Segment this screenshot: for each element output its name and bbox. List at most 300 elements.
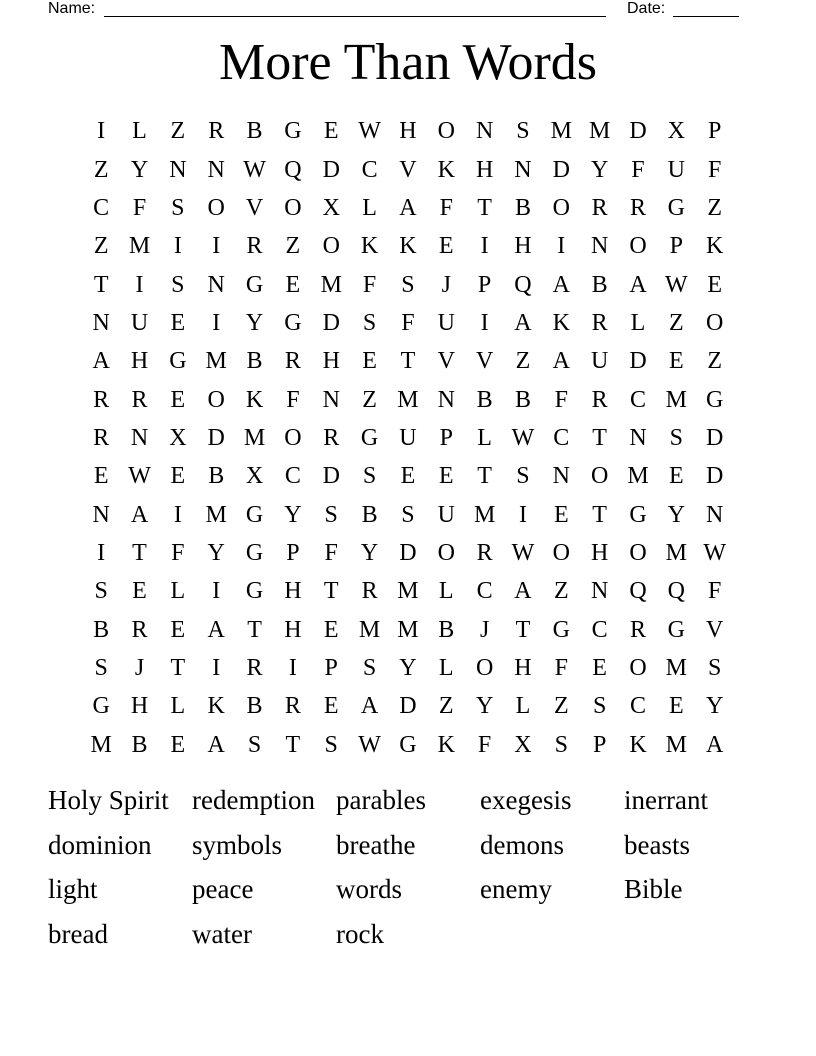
grid-letter: N <box>437 386 455 413</box>
grid-letter: Z <box>285 233 301 260</box>
grid-letter: M <box>588 118 611 145</box>
grid-letter: A <box>514 309 532 336</box>
grid-letter: O <box>437 539 455 566</box>
grid-letter: I <box>480 233 489 260</box>
grid-letter: X <box>667 118 685 145</box>
grid-letter: B <box>514 194 531 221</box>
grid-letter: G <box>245 539 264 566</box>
grid-letter: E <box>668 693 684 720</box>
grid-letter: W <box>128 463 151 490</box>
grid-letter: G <box>245 578 264 605</box>
word-list-item: light <box>48 874 98 905</box>
grid-letter: E <box>93 463 109 490</box>
grid-letter: R <box>284 348 301 375</box>
word-list-item: beasts <box>624 829 690 860</box>
grid-letter: N <box>629 424 647 451</box>
grid-letter: S <box>554 731 568 758</box>
grid-letter: E <box>362 348 377 375</box>
grid-letter: E <box>668 348 684 375</box>
grid-letter: L <box>438 578 454 605</box>
grid-letter: W <box>511 539 535 566</box>
grid-letter: Z <box>553 693 569 720</box>
grid-letter: C <box>93 194 110 221</box>
grid-letter: V <box>245 194 264 221</box>
grid-letter: K <box>552 309 570 336</box>
grid-letter: U <box>130 309 149 336</box>
grid-letter: P <box>286 539 300 566</box>
grid-letter: R <box>208 118 225 145</box>
grid-letter: D <box>207 424 225 451</box>
grid-letter: E <box>323 118 339 145</box>
grid-letter: Y <box>706 693 724 720</box>
grid-letter: P <box>477 271 492 298</box>
grid-letter: S <box>171 194 185 221</box>
grid-letter: R <box>629 194 646 221</box>
word-list-item: symbols <box>192 829 283 860</box>
grid-letter: R <box>131 616 148 643</box>
grid-letter: T <box>170 654 186 681</box>
grid-letter: T <box>323 578 339 605</box>
grid-letter: W <box>358 731 381 758</box>
grid-letter: D <box>322 156 340 183</box>
grid-letter: G <box>245 501 264 528</box>
grid-letter: G <box>399 731 417 758</box>
grid-letter: C <box>361 156 378 183</box>
grid-letter: O <box>590 463 609 490</box>
grid-letter: E <box>170 616 186 643</box>
grid-letter: R <box>131 386 148 413</box>
word-list-item: rock <box>336 918 384 949</box>
date-blank-line[interactable] <box>673 16 739 17</box>
grid-letter: U <box>667 156 685 183</box>
grid-letter: S <box>592 693 607 720</box>
grid-letter: S <box>324 501 338 528</box>
grid-letter: B <box>131 731 148 758</box>
grid-letter: N <box>92 309 110 336</box>
grid-letter: K <box>360 233 379 260</box>
grid-letter: G <box>706 386 724 413</box>
grid-letter: B <box>476 386 493 413</box>
grid-letter: I <box>212 309 221 336</box>
grid-letter: F <box>362 271 377 298</box>
grid-letter: E <box>285 271 301 298</box>
grid-letter: Z <box>707 348 722 375</box>
grid-letter: M <box>397 578 419 605</box>
word-list-item: words <box>336 874 402 905</box>
grid-letter: H <box>284 578 302 605</box>
header-line <box>48 0 740 20</box>
grid-letter: F <box>707 578 722 605</box>
grid-letter: D <box>629 348 647 375</box>
grid-letter: P <box>707 118 722 145</box>
grid-letter: I <box>518 501 527 528</box>
grid-letter: X <box>322 194 340 221</box>
grid-letter: N <box>169 156 187 183</box>
grid-letter: M <box>473 501 496 528</box>
grid-letter: Z <box>362 386 377 413</box>
grid-letter: C <box>476 578 493 605</box>
grid-letter: S <box>94 654 108 681</box>
grid-letter: M <box>665 539 687 566</box>
grid-letter: H <box>514 233 532 260</box>
grid-letter: M <box>665 386 687 413</box>
grid-letter: T <box>132 539 147 566</box>
grid-letter: R <box>591 386 608 413</box>
grid-letter: H <box>475 156 494 183</box>
grid-letter: V <box>706 616 724 643</box>
grid-letter: L <box>630 309 646 336</box>
grid-letter: E <box>400 463 416 490</box>
grid-letter: L <box>362 194 377 221</box>
grid-letter: X <box>514 731 532 758</box>
grid-letter: H <box>322 348 340 375</box>
grid-letter: S <box>401 501 415 528</box>
grid-letter: H <box>590 539 609 566</box>
letter-grid <box>82 112 732 764</box>
grid-letter: C <box>553 424 570 451</box>
grid-letter: N <box>322 386 340 413</box>
grid-letter: G <box>667 194 685 221</box>
grid-letter: I <box>557 233 566 260</box>
grid-letter: M <box>665 654 687 681</box>
grid-letter: O <box>207 386 225 413</box>
grid-letter: F <box>171 539 185 566</box>
grid-letter: O <box>284 424 302 451</box>
grid-letter: R <box>591 309 608 336</box>
grid-letter: E <box>668 463 684 490</box>
grid-letter: N <box>590 578 609 605</box>
grid-letter: B <box>514 386 531 413</box>
grid-letter: B <box>246 693 263 720</box>
grid-letter: M <box>397 616 419 643</box>
grid-letter: B <box>361 501 378 528</box>
grid-letter: M <box>128 233 151 260</box>
grid-letter: F <box>401 309 415 336</box>
grid-letter: N <box>207 271 225 298</box>
grid-letter: W <box>703 539 726 566</box>
grid-letter: M <box>665 731 687 758</box>
grid-letter: F <box>439 194 453 221</box>
grid-letter: I <box>288 654 297 681</box>
grid-letter: E <box>132 578 147 605</box>
grid-letter: E <box>438 463 454 490</box>
grid-letter: Z <box>707 194 722 221</box>
grid-letter: S <box>94 578 108 605</box>
grid-letter: N <box>514 156 532 183</box>
grid-letter: U <box>437 501 455 528</box>
grid-letter: R <box>629 616 646 643</box>
grid-letter: A <box>706 731 724 758</box>
grid-letter: B <box>93 616 110 643</box>
grid-letter: Q <box>667 578 685 605</box>
grid-letter: T <box>247 616 262 643</box>
grid-letter: V <box>399 156 417 183</box>
grid-letter: N <box>475 118 494 145</box>
word-list-item: parables <box>336 785 426 815</box>
word-list-item: Holy Spirit <box>48 785 169 815</box>
name-label: Name: <box>48 0 96 17</box>
grid-letter: C <box>284 463 301 490</box>
grid-letter: W <box>358 118 381 145</box>
date-label: Date: <box>627 0 666 17</box>
word-list-item: Bible <box>624 874 683 905</box>
grid-letter: S <box>516 463 530 490</box>
grid-letter: W <box>665 271 688 298</box>
grid-letter: O <box>322 233 340 260</box>
grid-letter: E <box>707 271 722 298</box>
grid-letter: S <box>669 424 683 451</box>
grid-letter: R <box>323 424 340 451</box>
grid-letter: F <box>324 539 338 566</box>
grid-letter: R <box>246 233 263 260</box>
grid-letter: H <box>130 693 149 720</box>
grid-letter: Y <box>284 501 302 528</box>
grid-letter: D <box>552 156 570 183</box>
grid-letter: E <box>438 233 454 260</box>
grid-letter: D <box>629 118 647 145</box>
grid-letter: U <box>590 348 609 375</box>
word-list-item: bread <box>48 918 108 949</box>
word-list-item: water <box>192 918 252 949</box>
grid-letter: E <box>323 693 339 720</box>
grid-letter: L <box>515 693 531 720</box>
grid-letter: A <box>629 271 647 298</box>
grid-letter: E <box>170 386 186 413</box>
grid-letter: H <box>399 118 417 145</box>
grid-letter: W <box>511 424 535 451</box>
grid-letter: A <box>207 616 225 643</box>
grid-letter: M <box>358 616 381 643</box>
grid-letter: N <box>130 424 149 451</box>
grid-letter: G <box>284 309 302 336</box>
grid-letter: R <box>476 539 493 566</box>
grid-letter: I <box>97 118 106 145</box>
grid-letter: F <box>477 731 492 758</box>
grid-letter: B <box>246 348 263 375</box>
grid-letter: Z <box>93 156 109 183</box>
grid-letter: D <box>706 463 724 490</box>
grid-letter: P <box>439 424 453 451</box>
grid-letter: B <box>438 616 455 643</box>
grid-letter: E <box>553 501 569 528</box>
grid-letter: R <box>93 424 110 451</box>
grid-letter: S <box>516 118 530 145</box>
grid-letter: G <box>245 271 264 298</box>
grid-letter: M <box>320 271 342 298</box>
grid-letter: O <box>207 194 225 221</box>
grid-letter: O <box>629 233 647 260</box>
grid-letter: S <box>401 271 415 298</box>
grid-letter: F <box>132 194 147 221</box>
grid-letter: S <box>362 309 377 336</box>
grid-letter: E <box>592 654 607 681</box>
grid-letter: D <box>322 309 340 336</box>
grid-letter: C <box>629 386 646 413</box>
grid-letter: R <box>591 194 608 221</box>
grid-letter: N <box>552 463 570 490</box>
grid-letter: S <box>324 731 338 758</box>
grid-letter: W <box>243 156 266 183</box>
grid-letter: F <box>631 156 645 183</box>
grid-letter: B <box>591 271 608 298</box>
grid-letter: R <box>284 693 301 720</box>
grid-letter: T <box>592 424 607 451</box>
word-list-item: inerrant <box>624 785 708 815</box>
grid-letter: J <box>441 271 451 298</box>
grid-letter: T <box>285 731 301 758</box>
grid-letter: D <box>322 463 340 490</box>
grid-letter: A <box>552 271 570 298</box>
grid-letter: O <box>437 118 455 145</box>
grid-letter: M <box>627 463 649 490</box>
grid-letter: E <box>323 616 339 643</box>
grid-letter: A <box>514 578 532 605</box>
grid-letter: M <box>550 118 572 145</box>
grid-letter: K <box>706 233 724 260</box>
grid-letter: A <box>92 348 110 375</box>
grid-letter: R <box>361 578 378 605</box>
grid-letter: K <box>245 386 264 413</box>
grid-letter: S <box>247 731 262 758</box>
grid-letter: A <box>552 348 570 375</box>
grid-letter: P <box>592 731 607 758</box>
grid-letter: Q <box>514 271 532 298</box>
grid-letter: R <box>246 654 263 681</box>
grid-letter: N <box>92 501 110 528</box>
grid-letter: C <box>629 693 646 720</box>
grid-letter: S <box>171 271 185 298</box>
grid-letter: F <box>707 156 722 183</box>
grid-letter: K <box>629 731 647 758</box>
grid-letter: M <box>243 424 266 451</box>
grid-letter: I <box>480 309 489 336</box>
grid-letter: E <box>170 731 186 758</box>
grid-letter: G <box>667 616 685 643</box>
grid-letter: I <box>212 233 221 260</box>
grid-letter: O <box>475 654 494 681</box>
page-title: More Than Words <box>218 34 598 91</box>
grid-letter: G <box>169 348 187 375</box>
grid-letter: G <box>629 501 647 528</box>
grid-letter: Q <box>284 156 302 183</box>
grid-letter: A <box>207 731 225 758</box>
grid-letter: Y <box>130 156 149 183</box>
grid-letter: Z <box>93 233 109 260</box>
grid-letter: V <box>437 348 455 375</box>
grid-letter: G <box>92 693 110 720</box>
grid-letter: Z <box>170 118 186 145</box>
grid-letter: Y <box>207 539 225 566</box>
grid-letter: H <box>514 654 532 681</box>
grid-letter: A <box>130 501 149 528</box>
word-list-item: peace <box>192 874 254 905</box>
word-list-item: breathe <box>336 829 416 860</box>
grid-letter: D <box>706 424 724 451</box>
grid-letter: K <box>207 693 225 720</box>
grid-letter: Y <box>245 309 264 336</box>
grid-letter: F <box>286 386 300 413</box>
grid-letter: T <box>93 271 109 298</box>
grid-letter: O <box>552 539 570 566</box>
grid-letter: S <box>362 654 377 681</box>
grid-letter: I <box>212 654 221 681</box>
grid-letter: O <box>629 539 647 566</box>
grid-letter: M <box>205 348 227 375</box>
grid-letter: D <box>399 693 417 720</box>
grid-letter: Z <box>553 578 569 605</box>
grid-letter: J <box>479 616 490 643</box>
grid-letter: L <box>132 118 147 145</box>
name-blank-line[interactable] <box>104 16 606 17</box>
grid-letter: N <box>207 156 225 183</box>
grid-letter: C <box>591 616 608 643</box>
grid-letter: Q <box>629 578 647 605</box>
grid-letter: T <box>477 194 492 221</box>
grid-letter: A <box>399 194 417 221</box>
grid-letter: O <box>284 194 302 221</box>
word-list-item: exegesis <box>480 785 572 815</box>
grid-letter: K <box>437 731 455 758</box>
word-list-item: redemption <box>192 785 315 815</box>
grid-letter: H <box>130 348 149 375</box>
grid-letter: S <box>362 463 377 490</box>
grid-letter: Y <box>399 654 417 681</box>
grid-letter: F <box>554 386 568 413</box>
grid-letter: H <box>284 616 302 643</box>
grid-letter: U <box>399 424 417 451</box>
grid-letter: Z <box>515 348 531 375</box>
grid-letter: L <box>477 424 492 451</box>
grid-letter: L <box>170 693 186 720</box>
grid-letter: T <box>592 501 607 528</box>
word-list-item: demons <box>480 829 564 860</box>
grid-letter: R <box>93 386 110 413</box>
grid-letter: K <box>437 156 455 183</box>
grid-letter: B <box>208 463 225 490</box>
grid-letter: J <box>134 654 145 681</box>
word-list-item: enemy <box>480 874 552 905</box>
grid-letter: I <box>173 501 182 528</box>
grid-letter: N <box>590 233 609 260</box>
grid-letter: L <box>170 578 186 605</box>
grid-letter: E <box>170 309 186 336</box>
grid-letter: A <box>360 693 379 720</box>
grid-letter: T <box>515 616 531 643</box>
grid-letter: G <box>284 118 302 145</box>
grid-letter: G <box>360 424 379 451</box>
grid-letter: Y <box>360 539 379 566</box>
grid-letter: X <box>245 463 264 490</box>
grid-letter: O <box>706 309 724 336</box>
grid-letter: U <box>437 309 455 336</box>
grid-letter: S <box>707 654 722 681</box>
grid-letter: N <box>706 501 724 528</box>
grid-letter: V <box>475 348 494 375</box>
grid-letter: I <box>135 271 144 298</box>
grid-letter: T <box>400 348 416 375</box>
grid-letter: Z <box>668 309 684 336</box>
grid-letter: F <box>554 654 568 681</box>
grid-letter: P <box>669 233 683 260</box>
grid-letter: T <box>477 463 492 490</box>
grid-letter: Y <box>667 501 685 528</box>
grid-letter: B <box>246 118 263 145</box>
word-list-item: dominion <box>48 829 152 860</box>
grid-letter: M <box>205 501 227 528</box>
grid-letter: G <box>552 616 570 643</box>
grid-letter: Z <box>438 693 454 720</box>
grid-letter: M <box>90 731 112 758</box>
